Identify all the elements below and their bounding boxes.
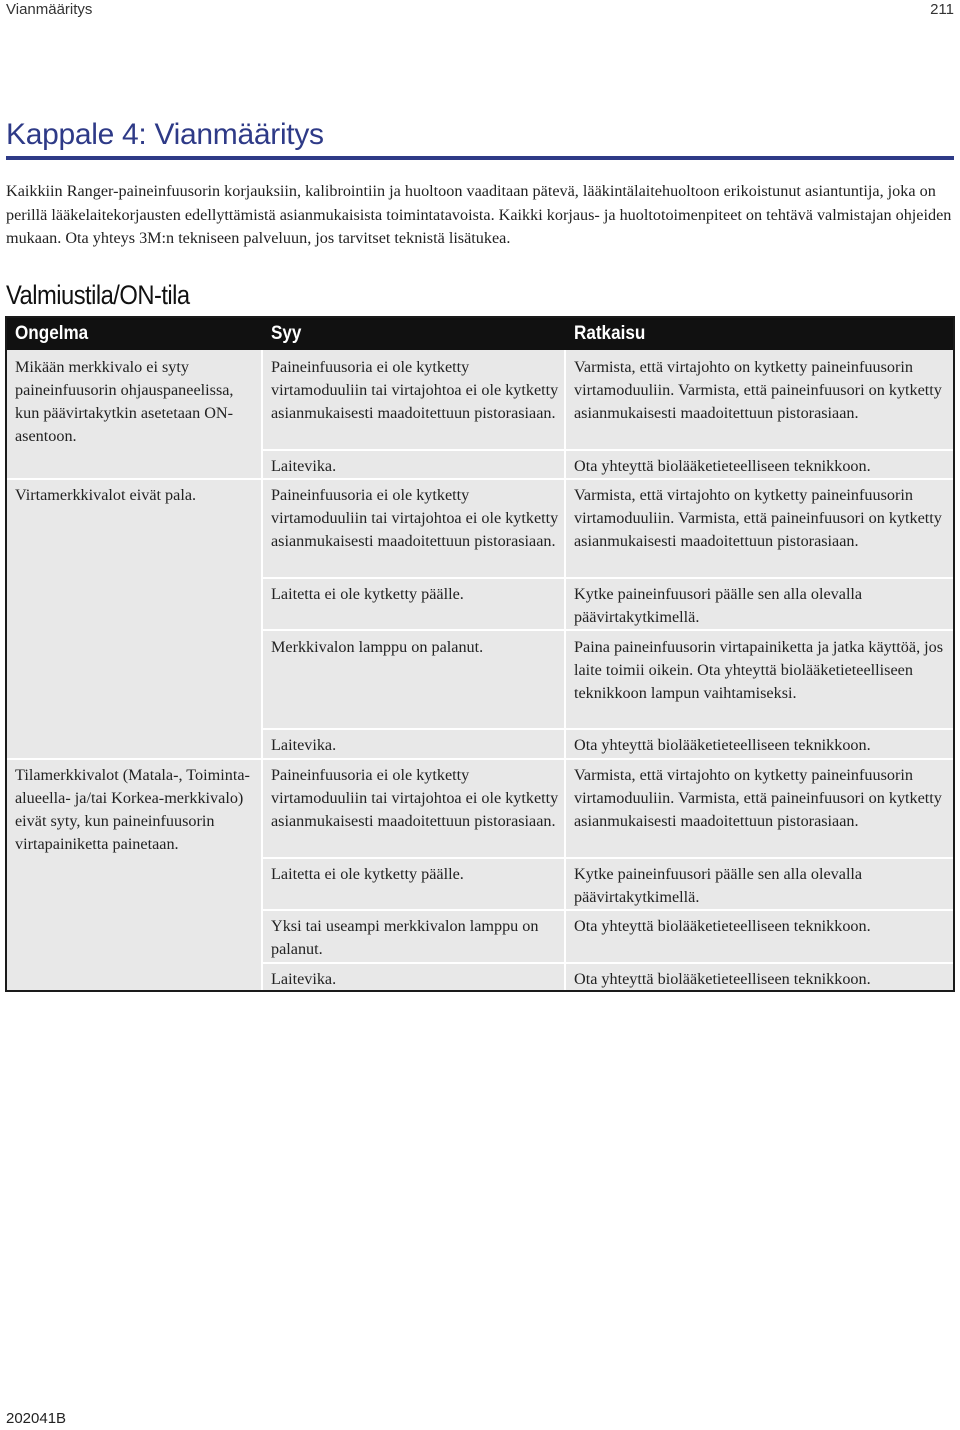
cause-cell: Paineinfuusoria ei ole kytketty virtamoduuliin tai virtajohtoa ei ole kytketty asianmukaisesti maadoitettuun pistorasiaan. [271, 486, 559, 550]
section-title: Valmiustila/ON-tila [6, 280, 190, 310]
row-divider [263, 857, 953, 859]
row-divider [263, 629, 953, 631]
solution-cell: Varmista, että virtajohto on kytketty paineinfuusorin virtamoduuliin. Varmista, että paineinfuusori on kytketty asianmukaisesti maadoitettuun pistorasiaan. [574, 358, 942, 422]
cause-cell: Paineinfuusoria ei ole kytketty virtamoduuliin tai virtajohtoa ei ole kytketty asianmukaisesti maadoitettuun pistorasiaan. [271, 358, 559, 422]
solution-cell: Paina paineinfuusorin virtapainiketta ja jatka käyttöä, jos laite toimii oikein. Ota yhteyttä biolääketieteelliseen teknikkoon lampun vaihtamiseksi. [574, 638, 944, 702]
cause-cell: Laitetta ei ole kytketty päälle. [271, 585, 464, 603]
problem-cell: Mikään merkkivalo ei syty paineinfuusorin ohjauspaneelissa, kun päävirtakytkin asetetaan ON-asentoon. [15, 358, 234, 445]
cause-cell: Yksi tai useampi merkkivalon lamppu on palanut. [271, 917, 539, 958]
solution-cell: Ota yhteyttä biolääketieteelliseen teknikkoon. [574, 917, 871, 935]
cause-cell: Laitetta ei ole kytketty päälle. [271, 865, 464, 883]
group-divider [7, 478, 953, 480]
solution-cell: Ota yhteyttä biolääketieteelliseen teknikkoon. [574, 457, 871, 475]
running-header [6, 0, 954, 22]
cause-cell: Laitevika. [271, 736, 337, 754]
column-divider [564, 350, 566, 990]
cause-cell: Laitevika. [271, 457, 337, 475]
solution-cell: Varmista, että virtajohto on kytketty paineinfuusorin virtamoduuliin. Varmista, että paineinfuusori on kytketty asianmukaisesti maadoitettuun pistorasiaan. [574, 486, 942, 550]
row-divider [263, 577, 953, 579]
solution-cell: Ota yhteyttä biolääketieteelliseen teknikkoon. [574, 736, 871, 754]
row-divider [263, 449, 953, 451]
row-divider [263, 728, 953, 730]
cause-cell: Laitevika. [271, 970, 337, 988]
running-header-section: Vianmääritys [6, 1, 93, 18]
column-header-cause: Syy [271, 323, 302, 344]
troubleshooting-table [5, 316, 955, 992]
solution-cell: Varmista, että virtajohto on kytketty paineinfuusorin virtamoduuliin. Varmista, että paineinfuusori on kytketty asianmukaisesti maadoitettuun pistorasiaan. [574, 766, 942, 830]
table-header-row [7, 318, 953, 350]
cause-cell: Paineinfuusoria ei ole kytketty virtamoduuliin tai virtajohtoa ei ole kytketty asianmukaisesti maadoitettuun pistorasiaan. [271, 766, 559, 830]
column-header-solution: Ratkaisu [574, 323, 646, 344]
row-divider [263, 909, 953, 911]
page-number: 211 [930, 1, 954, 18]
problem-cell: Tilamerkkivalot (Matala-, Toiminta-alueella- ja/tai Korkea-merkkivalo) eivät syty, kun paineinfuusorin virtapainiketta painetaan. [15, 766, 250, 853]
row-divider [263, 962, 953, 964]
solution-cell: Kytke paineinfuusori päälle sen alla olevalla päävirtakytkimellä. [574, 585, 863, 626]
solution-cell: Ota yhteyttä biolääketieteelliseen teknikkoon. [574, 970, 871, 988]
group-divider [7, 758, 953, 760]
column-divider [261, 350, 263, 990]
solution-cell: Kytke paineinfuusori päälle sen alla olevalla päävirtakytkimellä. [574, 865, 863, 906]
chapter-title: Kappale 4: Vianmääritys [6, 118, 954, 160]
problem-cell: Virtamerkkivalot eivät pala. [15, 486, 197, 504]
column-header-problem: Ongelma [15, 323, 89, 344]
cause-cell: Merkkivalon lamppu on palanut. [271, 638, 484, 656]
document-number: 202041B [6, 1410, 67, 1427]
intro-paragraph: Kaikkiin Ranger-paineinfuusorin korjauksiin, kalibrointiin ja huoltoon vaaditaan pätevä, lääkintälaitehuoltoon erikoistunut asiantuntija, joka on perillä lääkelaitekorjausten edellyttämistä asianmukaisista toimintatavoista. Kaikki korjaus- ja huoltotoimenpiteet on tehtävä valmistajan ohjeiden mukaan. Ota yhteys 3M:n tekniseen palveluun, jos tarvitset teknistä lisätukea. [6, 182, 952, 247]
